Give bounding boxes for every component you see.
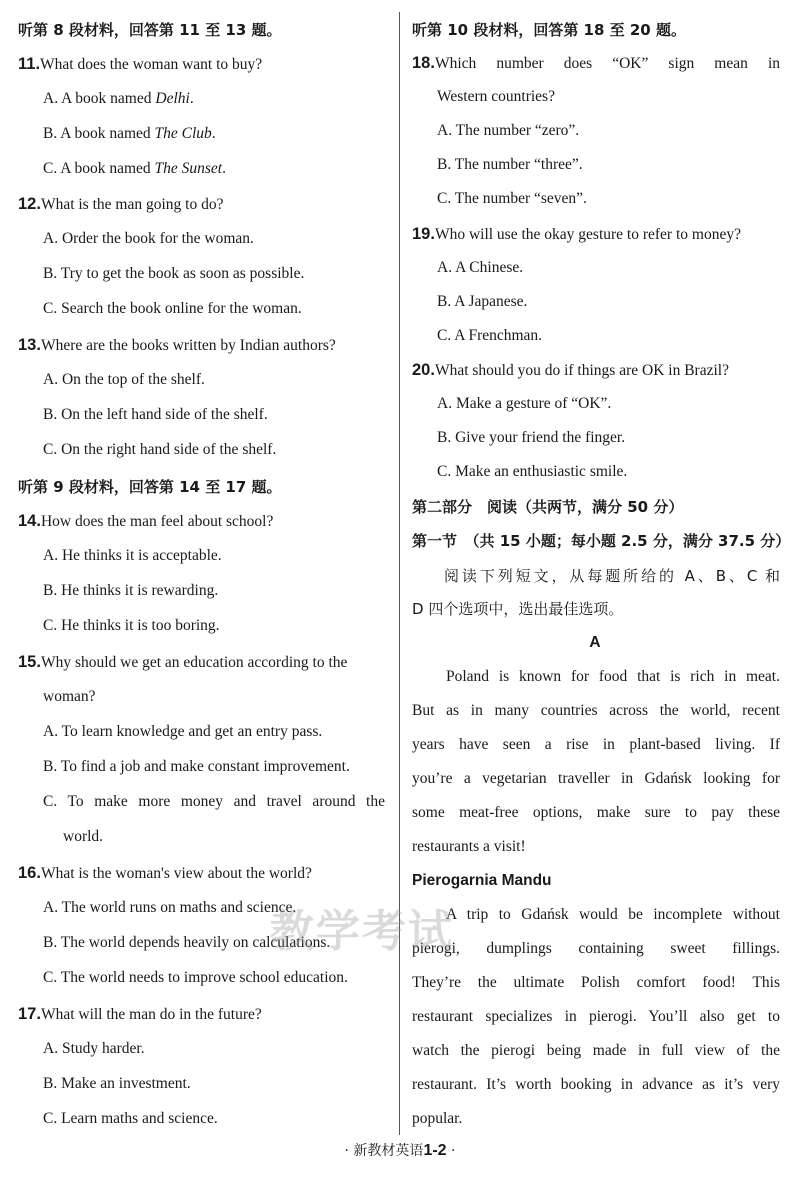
- option-13a: A. On the top of the shelf.: [43, 371, 205, 388]
- question-15: 15.Why should we get an education according to the: [18, 653, 348, 671]
- watermark-logo: 教学考试: [270, 906, 454, 957]
- option-19c: C. A Frenchman.: [437, 327, 543, 344]
- question-19: 19.Who will use the okay gesture to refer to money?: [412, 225, 741, 243]
- instruction-line-1: 阅读下列短文，从每题所给的 A、B、C 和: [444, 567, 780, 585]
- option-17a: A. Study harder.: [43, 1040, 145, 1057]
- option-14c: C. He thinks it is too boring.: [43, 617, 220, 634]
- p2-line: popular.: [412, 1110, 463, 1127]
- option-16b: B. The world depends heavily on calculations.: [43, 934, 331, 951]
- question-20: 20.What should you do if things are OK in Brazil?: [412, 361, 729, 379]
- option-12a: A. Order the book for the woman.: [43, 230, 254, 247]
- option-17c: C. Learn maths and science.: [43, 1110, 218, 1127]
- option-15c: C. To make more money and travel around the: [43, 793, 385, 810]
- question-15-cont: woman?: [43, 688, 96, 705]
- question-16: 16.What is the woman's view about the world?: [18, 864, 312, 882]
- part-two-heading: 第二部分 阅读（共两节，满分 50 分）: [412, 498, 684, 516]
- p1-line: Poland is known for food that is rich in meat.: [446, 668, 780, 685]
- option-20b: B. Give your friend the finger.: [437, 429, 626, 446]
- question-18: 18.Which number does “OK” sign mean in: [412, 54, 780, 72]
- question-11: 11.What does the woman want to buy?: [18, 55, 263, 73]
- p1-line: you’re a vegetarian traveller in Gdańsk looking for: [412, 770, 780, 787]
- passage-label: A: [589, 634, 601, 651]
- option-20c: C. Make an enthusiastic smile.: [437, 463, 628, 480]
- option-16c: C. The world needs to improve school education.: [43, 969, 348, 986]
- option-14a: A. He thinks it is acceptable.: [43, 547, 222, 564]
- p1-line: years have seen a rise in plant-based living. If: [412, 736, 780, 753]
- option-11b: B. A book named The Club.: [43, 125, 216, 142]
- restaurant-heading: Pierogarnia Mandu: [412, 872, 552, 889]
- option-15a: A. To learn knowledge and get an entry pass.: [43, 723, 323, 740]
- section-one-heading: 第一节 （共 15 小题；每小题 2.5 分，满分 37.5 分）: [412, 532, 791, 550]
- option-15b: B. To find a job and make constant improvement.: [43, 758, 350, 775]
- option-18c: C. The number “seven”.: [437, 190, 587, 207]
- column-divider: [399, 12, 400, 1135]
- p2-line: They’re the ultimate Polish comfort food! This: [412, 974, 780, 991]
- question-14: 14.How does the man feel about school?: [18, 512, 274, 530]
- option-19a: A. A Chinese.: [437, 259, 524, 276]
- p2-line: watch the pierogi being made in full view of the: [412, 1042, 780, 1059]
- option-12c: C. Search the book online for the woman.: [43, 300, 302, 317]
- option-18a: A. The number “zero”.: [437, 122, 580, 139]
- option-15c-cont: world.: [63, 828, 104, 845]
- option-19b: B. A Japanese.: [437, 293, 528, 310]
- option-13c: C. On the right hand side of the shelf.: [43, 441, 277, 458]
- question-18-cont: Western countries?: [437, 88, 555, 105]
- question-13: 13.Where are the books written by Indian authors?: [18, 336, 336, 354]
- page-footer: · 新教材英语1-2 ·: [344, 1142, 456, 1159]
- question-17: 17.What will the man do in the future?: [18, 1005, 262, 1023]
- section-heading-9: 听第 9 段材料，回答第 14 至 17 题。: [18, 478, 282, 496]
- question-12: 12.What is the man going to do?: [18, 195, 224, 213]
- option-18b: B. The number “three”.: [437, 156, 583, 173]
- p2-line: restaurant. It’s worth booking in advance as it’s very: [412, 1076, 780, 1093]
- option-14b: B. He thinks it is rewarding.: [43, 582, 219, 599]
- option-12b: B. Try to get the book as soon as possible.: [43, 265, 305, 282]
- instruction-line-2: D 四个选项中，选出最佳选项。: [412, 600, 624, 618]
- p1-line: some meat-free options, make sure to pay these: [412, 804, 780, 821]
- option-13b: B. On the left hand side of the shelf.: [43, 406, 268, 423]
- option-16a: A. The world runs on maths and science.: [43, 899, 297, 916]
- section-heading-8: 听第 8 段材料，回答第 11 至 13 题。: [18, 21, 282, 39]
- p1-line: restaurants a visit!: [412, 838, 526, 855]
- option-11a: A. A book named Delhi.: [43, 90, 194, 107]
- option-11c: C. A book named The Sunset.: [43, 160, 226, 177]
- option-20a: A. Make a gesture of “OK”.: [437, 395, 612, 412]
- option-17b: B. Make an investment.: [43, 1075, 191, 1092]
- p1-line: But as in many countries across the world, recent: [412, 702, 780, 719]
- section-heading-10: 听第 10 段材料，回答第 18 至 20 题。: [412, 21, 686, 39]
- p2-line: A trip to Gdańsk would be incomplete without: [446, 906, 780, 923]
- p2-line: pierogi, dumplings containing sweet fillings.: [412, 940, 780, 957]
- p2-line: restaurant specializes in pierogi. You’ll also get to: [412, 1008, 780, 1025]
